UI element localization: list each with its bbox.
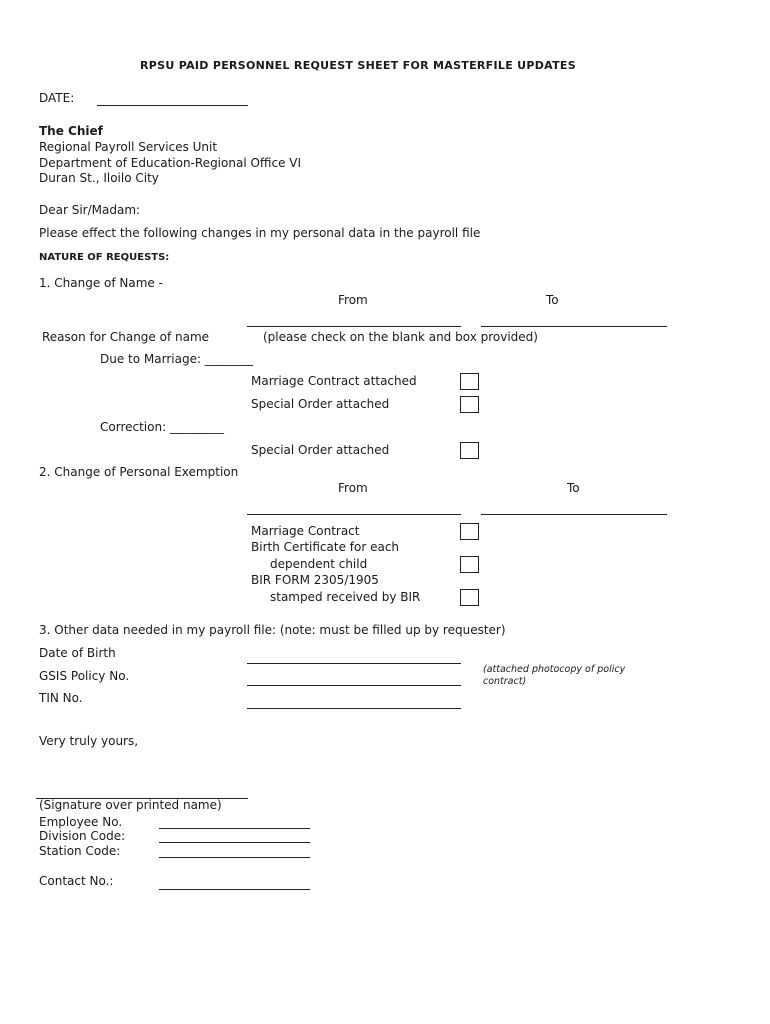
division-code-label: Division Code: (39, 829, 126, 843)
date-field[interactable] (97, 105, 248, 106)
reason-label: Reason for Change of name (42, 330, 210, 344)
instruction-note: (please check on the blank and box provided) (263, 330, 538, 344)
tin-field[interactable] (247, 708, 461, 709)
correction-label: Correction: _________ (100, 420, 224, 434)
attached-note: (attached photocopy of policy (483, 664, 626, 675)
from-header: From (338, 293, 368, 307)
nature-heading: NATURE OF REQUESTS: (39, 252, 170, 263)
employee-no-field[interactable] (159, 828, 310, 829)
gsis-label: GSIS Policy No. (39, 669, 130, 683)
addressee-line: Regional Payroll Services Unit (39, 140, 218, 154)
name-to-field[interactable] (481, 326, 667, 327)
addressee-name: The Chief (39, 124, 103, 138)
closing: Very truly yours, (39, 734, 139, 748)
contact-no-field[interactable] (159, 889, 310, 890)
birth-certificate-label: Birth Certificate for each (251, 540, 400, 554)
dob-field[interactable] (247, 663, 461, 664)
from-header: From (338, 481, 368, 495)
to-header: To (546, 293, 559, 307)
addressee-line: Duran St., Iloilo City (39, 171, 159, 185)
exemption-from-field[interactable] (247, 514, 461, 515)
birth-certificate-checkbox[interactable] (460, 556, 479, 573)
signature-label: (Signature over printed name) (39, 798, 222, 812)
station-code-label: Station Code: (39, 844, 121, 858)
salutation: Dear Sir/Madam: (39, 203, 141, 217)
section2-label: 2. Change of Personal Exemption (39, 465, 239, 479)
intro-text: Please effect the following changes in my personal data in the payroll file (39, 226, 481, 240)
correction-special-order-checkbox[interactable] (460, 442, 479, 459)
name-from-field[interactable] (247, 326, 461, 327)
dob-label: Date of Birth (39, 646, 116, 660)
bir-form-checkbox[interactable] (460, 589, 479, 606)
to-header: To (567, 481, 580, 495)
marriage-contract-checkbox[interactable] (460, 373, 479, 390)
birth-certificate-label: dependent child (270, 557, 368, 571)
addressee-line: Department of Education-Regional Office VI (39, 156, 302, 170)
employee-no-label: Employee No. (39, 815, 123, 829)
section1-label: 1. Change of Name - (39, 276, 163, 290)
station-code-field[interactable] (159, 857, 310, 858)
date-label: DATE: (39, 91, 75, 105)
marriage-contract-checkbox[interactable] (460, 523, 479, 540)
special-order-label: Special Order attached (251, 443, 390, 457)
special-order-label: Special Order attached (251, 397, 390, 411)
gsis-field[interactable] (247, 685, 461, 686)
section3-label: 3. Other data needed in my payroll file: (note: must be filled up by requester) (39, 623, 506, 637)
bir-form-label: BIR FORM 2305/1905 (251, 573, 379, 587)
exemption-to-field[interactable] (481, 514, 667, 515)
bir-form-label: stamped received by BIR (270, 590, 421, 604)
attached-note: contract) (483, 676, 527, 687)
contact-no-label: Contact No.: (39, 874, 114, 888)
marriage-contract-label: Marriage Contract (251, 524, 360, 538)
division-code-field[interactable] (159, 842, 310, 843)
form-title: RPSU PAID PERSONNEL REQUEST SHEET FOR MASTERFILE UPDATES (140, 59, 576, 72)
tin-label: TIN No. (39, 691, 83, 705)
special-order-checkbox[interactable] (460, 396, 479, 413)
due-marriage-label: Due to Marriage: ________ (100, 352, 253, 366)
marriage-contract-label: Marriage Contract attached (251, 374, 417, 388)
